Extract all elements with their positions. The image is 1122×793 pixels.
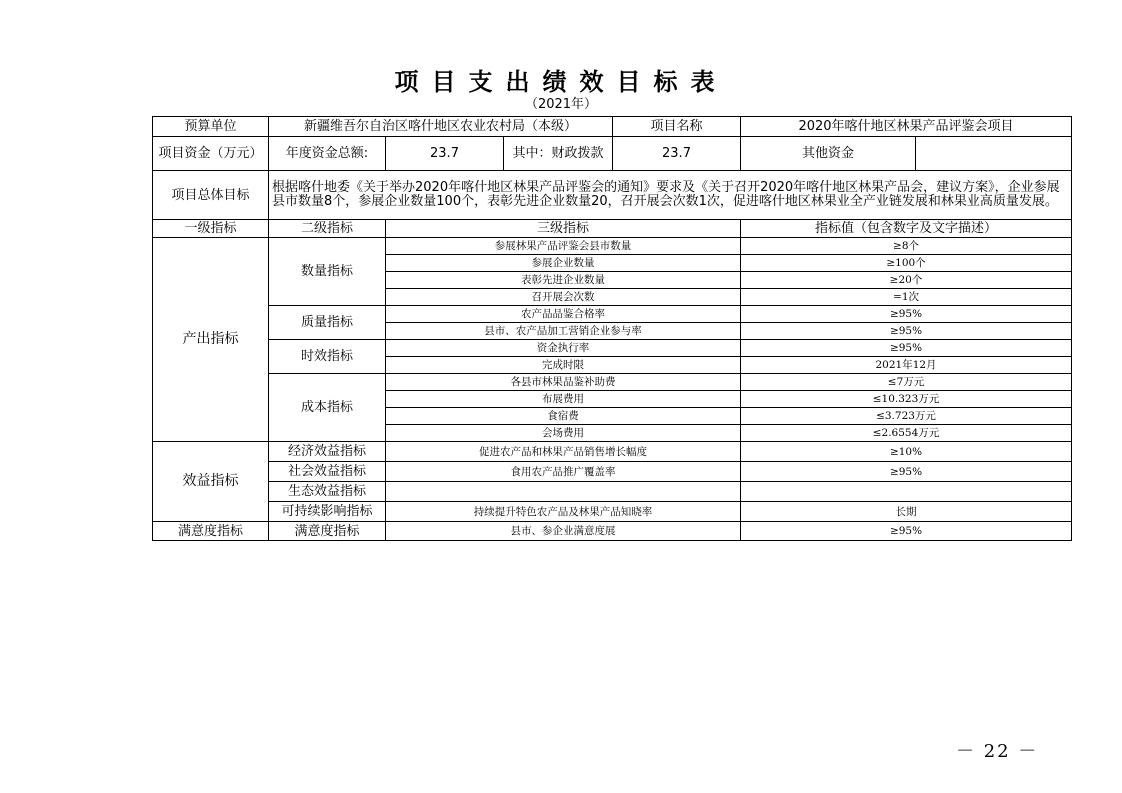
fiscal-label: 其中：财政拨款: [504, 137, 613, 171]
indicator-name: 促进农产品和林果产品销售增长幅度: [386, 442, 741, 462]
goal-text: 根据喀什地委《关于举办2020年喀什地区林果产品评鉴会的通知》要求及《关于召开2020年喀什地区林果产品会，建议方案》，企业参展县市数量8个，参展企业数量100个，表彰先进企业数量20，召开展会次数1次，促进喀什地区林果业全产业链发展和林果业高质量发展。: [269, 171, 1072, 220]
performance-target-table: [152, 116, 1072, 541]
column-header: 二级指标: [269, 220, 386, 238]
other-funds-label: 其他资金: [741, 137, 916, 171]
indicator-value: ≥95%: [741, 306, 1072, 323]
annual-total-label: 年度资金总额:: [269, 137, 386, 171]
page-subtitle: （2021年）: [524, 97, 598, 112]
indicator-value: ≥10%: [741, 442, 1072, 462]
other-funds-value: [916, 137, 1072, 171]
group-output: 产出指标: [153, 238, 269, 442]
group-satisfaction: 满意度指标: [153, 522, 269, 541]
subgroup-timeliness: 时效指标: [269, 340, 386, 374]
indicator-name: 完成时限: [386, 357, 741, 374]
subgroup-quality: 质量指标: [269, 306, 386, 340]
indicator-name: 召开展会次数: [386, 289, 741, 306]
funds-label: 项目资金（万元）: [153, 137, 269, 171]
indicator-name: 布展费用: [386, 391, 741, 408]
indicator-value: [741, 482, 1072, 502]
column-header: 指标值（包含数字及文字描述）: [741, 220, 1072, 238]
indicator-name: 县市、农产品加工营销企业参与率: [386, 323, 741, 340]
indicator-name: 县市、参企业满意度展: [386, 522, 741, 541]
page-title: 项目支出绩效目标表: [394, 68, 728, 96]
indicator-value: 2021年12月: [741, 357, 1072, 374]
group-benefit: 效益指标: [153, 442, 269, 522]
goal-label: 项目总体目标: [153, 171, 269, 220]
indicator-value: ≥95%: [741, 323, 1072, 340]
fiscal-value: 23.7: [613, 137, 741, 171]
indicator-value: 长期: [741, 502, 1072, 522]
indicator-name: 食用农产品推广覆盖率: [386, 462, 741, 482]
indicator-name: 持续提升特色农产品及林果产品知晓率: [386, 502, 741, 522]
indicator-value: ≤7万元: [741, 374, 1072, 391]
indicator-value: ≥8个: [741, 238, 1072, 255]
indicator-name: 各县市林果品鉴补助费: [386, 374, 741, 391]
indicator-name: 农产品品鉴合格率: [386, 306, 741, 323]
indicator-name: [386, 482, 741, 502]
indicator-value: ≥95%: [741, 522, 1072, 541]
indicator-value: ≤10.323万元: [741, 391, 1072, 408]
column-header: 三级指标: [386, 220, 741, 238]
subgroup-sustainable: 可持续影响指标: [269, 502, 386, 522]
column-header: 一级指标: [153, 220, 269, 238]
indicator-value: ≤3.723万元: [741, 408, 1072, 425]
indicator-value: ≥20个: [741, 272, 1072, 289]
subgroup-cost: 成本指标: [269, 374, 386, 442]
project-name-value: 2020年喀什地区林果产品评鉴会项目: [741, 117, 1072, 137]
indicator-name: 表彰先进企业数量: [386, 272, 741, 289]
indicator-name: 食宿费: [386, 408, 741, 425]
subgroup-economic: 经济效益指标: [269, 442, 386, 462]
subgroup-ecological: 生态效益指标: [269, 482, 386, 502]
subgroup-satisfaction: 满意度指标: [269, 522, 386, 541]
indicator-value: ≤2.6554万元: [741, 425, 1072, 442]
subgroup-quantity: 数量指标: [269, 238, 386, 306]
indicator-name: 参展林果产品评鉴会县市数量: [386, 238, 741, 255]
project-name-label: 项目名称: [613, 117, 741, 137]
indicator-name: 会场费用: [386, 425, 741, 442]
budget-unit-label: 预算单位: [153, 117, 269, 137]
indicator-name: 参展企业数量: [386, 255, 741, 272]
indicator-name: 资金执行率: [386, 340, 741, 357]
budget-unit-value: 新疆维吾尔自治区喀什地区农业农村局（本级）: [269, 117, 613, 137]
subgroup-social: 社会效益指标: [269, 462, 386, 482]
indicator-value: ≥100个: [741, 255, 1072, 272]
indicator-value: ≥95%: [741, 340, 1072, 357]
indicator-value: =1次: [741, 289, 1072, 306]
annual-total-value: 23.7: [386, 137, 504, 171]
page-number: － 22 －: [956, 741, 1039, 762]
indicator-value: ≥95%: [741, 462, 1072, 482]
